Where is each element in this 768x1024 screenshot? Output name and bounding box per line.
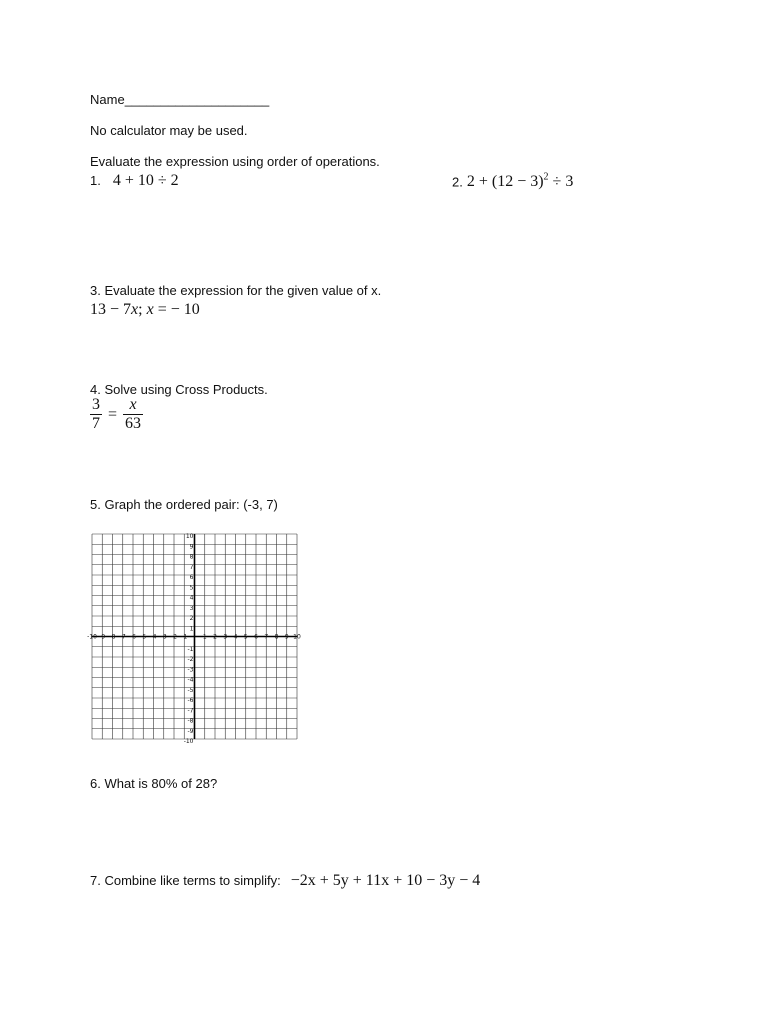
- q3-expr-a: 13 − 7: [90, 301, 132, 318]
- y-tick-label: -5: [187, 686, 194, 694]
- x-tick-label: -8: [109, 633, 116, 641]
- y-tick-label: 6: [189, 574, 194, 581]
- y-tick-label: -8: [187, 717, 194, 725]
- x-tick-label: 8: [274, 633, 279, 641]
- x-tick-label: 4: [233, 633, 238, 641]
- q4-proportion: [90, 396, 143, 433]
- x-tick-label: -6: [130, 633, 136, 641]
- q3-expr-b: ;: [138, 301, 147, 318]
- q2-exponent: 2: [543, 172, 549, 183]
- x-tick-label: 2: [213, 633, 217, 641]
- q1-number: 1.: [90, 173, 101, 188]
- q4-right-fraction: [123, 396, 143, 433]
- question-7: [90, 872, 480, 890]
- name-label: Name: [90, 92, 125, 107]
- q2-number: 2.: [452, 174, 463, 190]
- q4-left-denominator: 7: [92, 415, 100, 432]
- q2-expression: [467, 173, 573, 190]
- y-tick-label: -1: [187, 645, 194, 653]
- y-tick-label: -6: [187, 697, 194, 704]
- name-blank[interactable]: ____________________: [124, 92, 270, 107]
- name-line[interactable]: [90, 92, 269, 107]
- y-tick-label: -9: [187, 727, 194, 735]
- x-tick-label: 3: [223, 633, 228, 641]
- y-tick-label: -3: [187, 666, 194, 674]
- y-tick-label: -2: [187, 656, 194, 663]
- q3-text: 3. Evaluate the expression for the given value of x.: [90, 283, 382, 298]
- q6-text: 6. What is 80% of 28?: [90, 776, 218, 791]
- x-tick-label: -3: [160, 633, 167, 641]
- x-tick-label: 6: [254, 633, 258, 641]
- x-tick-label: 9: [284, 633, 289, 641]
- q4-text: 4. Solve using Cross Products.: [90, 382, 268, 397]
- y-tick-label: -10: [183, 738, 194, 745]
- x-tick-label: 5: [243, 633, 248, 641]
- y-tick-label: 7: [189, 563, 194, 571]
- x-tick-label: -10: [87, 633, 97, 641]
- q1-expression: 4 + 10 ÷ 2: [112, 172, 179, 189]
- question-1: [90, 172, 179, 190]
- q2-expr-part-a: 2 + (12 − 3): [466, 173, 544, 191]
- q4-right-numerator: x: [129, 396, 137, 413]
- q7-text: 7. Combine like terms to simplify:: [90, 873, 281, 888]
- q7-expression: −2x + 5y + 11x + 10 − 3y − 4: [290, 872, 481, 889]
- coordinate-grid-svg[interactable]: [84, 526, 300, 748]
- q2-expr-part-b: ÷ 3: [548, 173, 574, 191]
- y-tick-label: -4: [187, 676, 194, 684]
- y-tick-label: -7: [187, 707, 194, 715]
- x-tick-label: -1: [181, 633, 188, 641]
- y-tick-label: 2: [189, 615, 194, 622]
- x-tick-label: -9: [99, 633, 106, 641]
- coordinate-grid[interactable]: [84, 526, 300, 753]
- q4-left-numerator: 3: [92, 396, 100, 413]
- q3-var-1: x: [131, 301, 139, 318]
- x-tick-label: -5: [140, 633, 147, 641]
- y-tick-label: 5: [189, 584, 194, 592]
- q4-left-fraction: [90, 396, 102, 433]
- x-tick-label: -7: [119, 633, 126, 641]
- y-tick-label: 4: [189, 594, 194, 602]
- section1-instruction: Evaluate the expression using order of operations.: [90, 154, 380, 169]
- q5-text: 5. Graph the ordered pair: (-3, 7): [90, 497, 278, 512]
- x-tick-label: -2: [171, 633, 177, 641]
- y-tick-label: 1: [189, 625, 194, 633]
- q3-expression: [90, 301, 200, 319]
- y-tick-label: 9: [189, 543, 194, 551]
- q4-right-denominator: 63: [125, 415, 142, 432]
- x-tick-label: 10: [293, 633, 301, 641]
- q4-equals: =: [108, 405, 118, 423]
- question-2: [452, 172, 573, 191]
- x-tick-label: -4: [150, 633, 157, 641]
- y-tick-label: 8: [189, 553, 194, 561]
- q3-var-2: x: [146, 301, 154, 318]
- x-tick-label: 7: [264, 633, 269, 641]
- x-tick-label: 1: [202, 633, 207, 641]
- y-tick-label: 3: [189, 604, 194, 612]
- y-tick-label: 10: [185, 533, 194, 540]
- no-calculator-note: No calculator may be used.: [90, 123, 248, 138]
- q3-expr-c: = − 10: [153, 301, 200, 318]
